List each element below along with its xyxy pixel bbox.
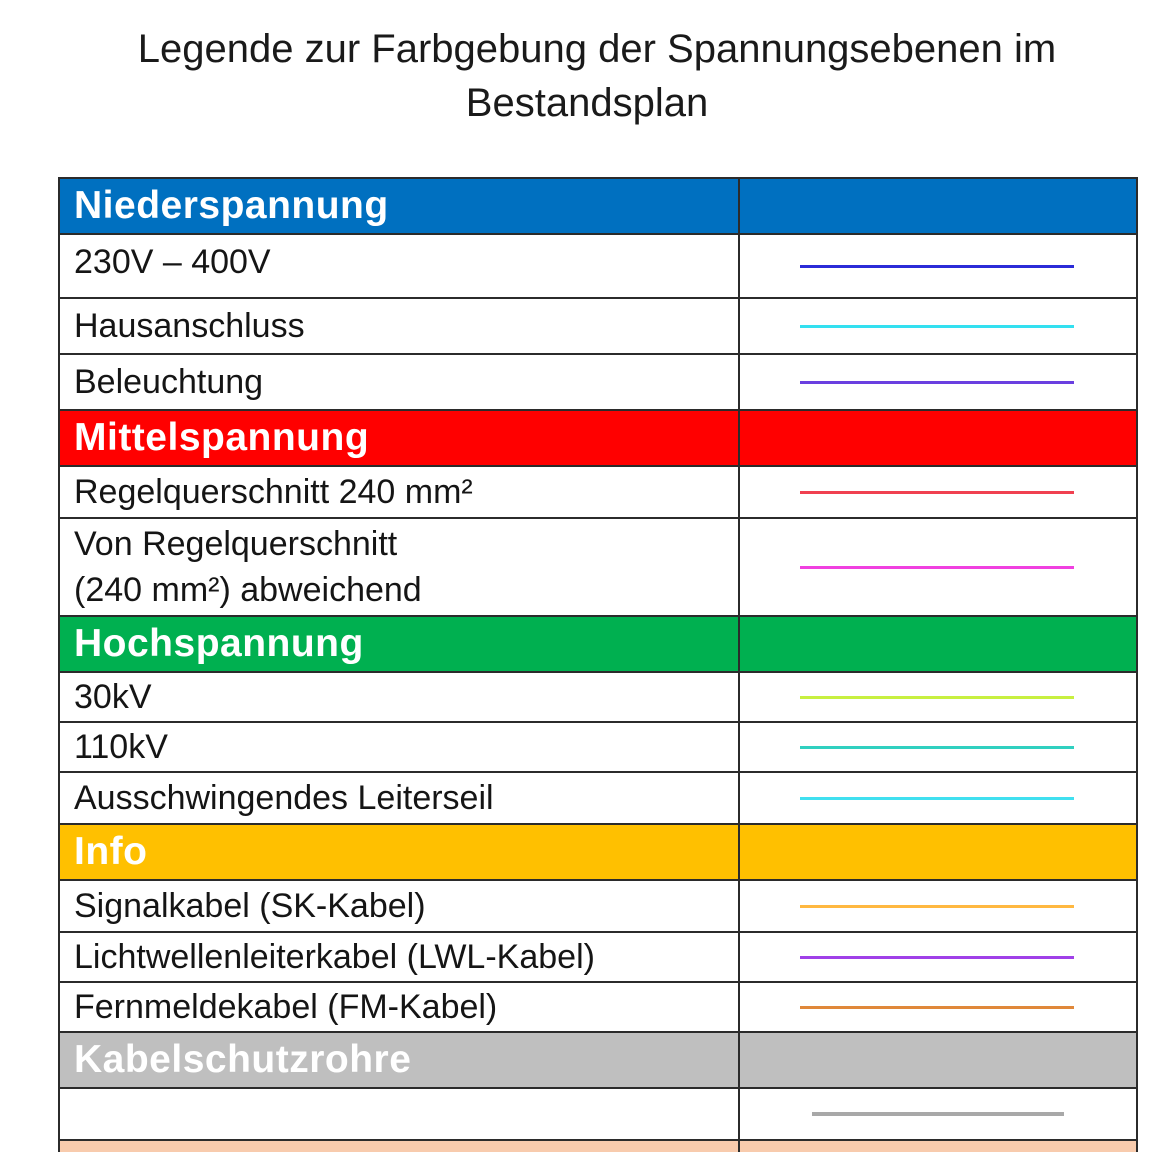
legend-row-label: Lichtwellenleiterkabel (LWL-Kabel) [59, 932, 739, 982]
legend-row [59, 354, 1137, 410]
legend-row-swatch [739, 982, 1137, 1032]
section-header-cut-off [59, 1140, 1137, 1152]
section-color-cell [739, 824, 1137, 880]
legend-title-line-2: Bestandsplan [465, 81, 709, 125]
legend-row-swatch [739, 772, 1137, 824]
section-header-hochspannung [59, 616, 1137, 672]
line-swatch [800, 491, 1074, 494]
legend-row [59, 518, 1137, 616]
section-label: Hochspannung [59, 616, 739, 672]
section-header-info [59, 824, 1137, 880]
legend-row [59, 672, 1137, 722]
line-swatch [800, 797, 1074, 800]
legend-row [59, 1088, 1137, 1140]
legend-row-swatch [739, 672, 1137, 722]
section-header-kabelschutzrohre [59, 1032, 1137, 1088]
legend-row [59, 466, 1137, 518]
legend-row [59, 722, 1137, 772]
legend-row-label: Ausschwingendes Leiterseil [59, 772, 739, 824]
line-swatch [800, 696, 1074, 699]
legend-row-label [59, 518, 739, 616]
legend-row-label-line-2: (240 mm²) abweichend [74, 571, 422, 609]
section-color-cell [739, 616, 1137, 672]
legend-row-label [59, 1088, 739, 1140]
line-swatch [800, 381, 1074, 384]
section-color-cell [739, 1032, 1137, 1088]
line-swatch [800, 956, 1074, 959]
legend-row-swatch [739, 932, 1137, 982]
section-label: Info [59, 824, 739, 880]
line-swatch [800, 265, 1074, 268]
legend-row-swatch [739, 298, 1137, 354]
line-swatch [800, 746, 1074, 749]
legend-title [0, 22, 1174, 130]
legend-row [59, 932, 1137, 982]
section-label: Niederspannung [59, 178, 739, 234]
section-header-niederspannung [59, 178, 1137, 234]
legend-row [59, 772, 1137, 824]
legend-row-label: Beleuchtung [59, 354, 739, 410]
legend-row-label: Regelquerschnitt 240 mm² [59, 466, 739, 518]
line-swatch [800, 325, 1074, 328]
section-color-cell [739, 1140, 1137, 1152]
legend-row-swatch [739, 466, 1137, 518]
legend-row-label: 110kV [59, 722, 739, 772]
legend-row-label: Signalkabel (SK-Kabel) [59, 880, 739, 932]
legend-row-label: Fernmeldekabel (FM-Kabel) [59, 982, 739, 1032]
legend-title-line-1: Legende zur Farbgebung der Spannungsebenen im [137, 27, 1057, 71]
legend-row [59, 234, 1137, 298]
legend-row-swatch [739, 1088, 1137, 1140]
legend-row-swatch [739, 234, 1137, 298]
legend-row-label: Hausanschluss [59, 298, 739, 354]
line-swatch [800, 905, 1074, 908]
section-header-mittelspannung [59, 410, 1137, 466]
legend-row-swatch [739, 518, 1137, 616]
legend-row-swatch [739, 880, 1137, 932]
line-swatch [800, 1006, 1074, 1009]
section-label: Kabelschutzrohre [59, 1032, 739, 1088]
section-color-cell [739, 410, 1137, 466]
section-label: Mittelspannung [59, 410, 739, 466]
legend-row-swatch [739, 722, 1137, 772]
legend-row-label: 30kV [59, 672, 739, 722]
section-color-cell [739, 178, 1137, 234]
section-color-cell [59, 1140, 739, 1152]
line-swatch [812, 1112, 1064, 1116]
line-swatch [800, 566, 1074, 569]
legend-row-swatch [739, 354, 1137, 410]
legend-row-label: 230V – 400V [59, 234, 739, 298]
legend-table [58, 177, 1138, 1152]
legend-row [59, 880, 1137, 932]
legend-row-label-line-1: Von Regelquerschnitt [74, 525, 398, 563]
legend-row [59, 982, 1137, 1032]
legend-row [59, 298, 1137, 354]
